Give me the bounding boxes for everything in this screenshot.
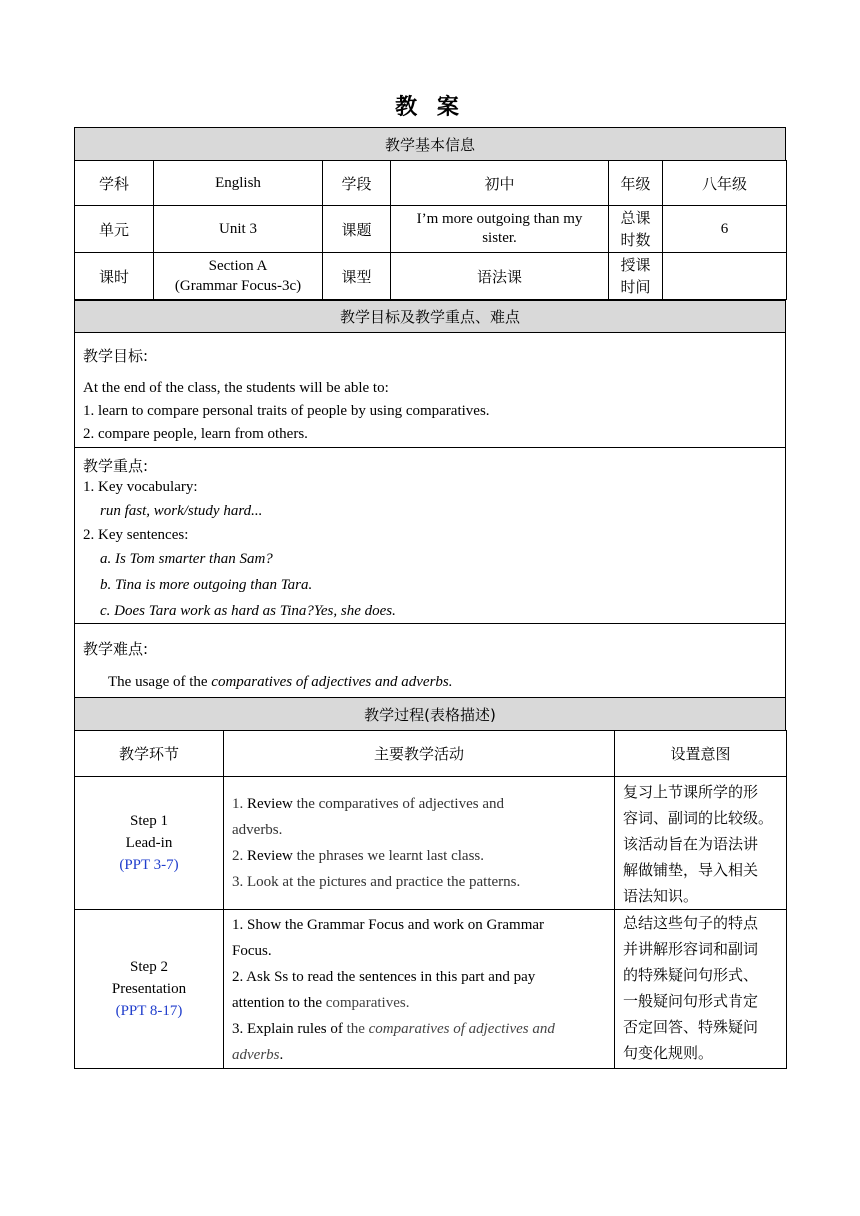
step-2-activity-1-cont: Focus. (232, 943, 272, 959)
table-row (75, 910, 787, 1069)
type-label: 课型 (323, 253, 391, 300)
difficulty-text (108, 674, 453, 691)
class-time-label (609, 253, 663, 300)
step-1-number: Step 1 (130, 813, 168, 829)
difficulty-label: 教学难点: (83, 640, 149, 658)
unit-label: 单元 (75, 206, 154, 253)
objectives-header: 教学目标及教学重点、难点 (74, 300, 786, 333)
difficulty-box (74, 623, 786, 698)
class-time-label-1: 授课 (620, 256, 651, 274)
basic-info-header: 教学基本信息 (74, 127, 786, 161)
period-label: 课时 (75, 253, 154, 300)
process-header: 教学过程(表格描述) (74, 697, 786, 731)
process-table (74, 730, 787, 1069)
step-1-activity-3: 3. Look at the pictures and practice the patterns. (232, 874, 521, 890)
stage-label: 学段 (323, 161, 391, 206)
period-value (154, 253, 323, 300)
key-points-box (74, 447, 786, 624)
step-1-intent: 复习上节课所学的形 容词、副词的比较级。 该活动旨在为语法讲 解做铺垫，导入相关 语法知识。 (615, 777, 787, 910)
class-time-value (663, 253, 787, 300)
class-time-label-2: 时间 (620, 278, 651, 296)
key-sentence-b: b. Tina is more outgoing than Tara. (100, 577, 313, 593)
key-sentence-a: a. Is Tom smarter than Sam? (100, 551, 273, 567)
step-1-activity-1-cont: adverbs. (232, 822, 283, 838)
step-1-cell (75, 777, 224, 910)
document-title: 教 案 (395, 95, 465, 120)
step-1-activities (224, 777, 615, 910)
total-hours-label-2: 时数 (620, 231, 651, 249)
subject-label: 学科 (75, 161, 154, 206)
period-line-2: (Grammar Focus-3c) (174, 278, 302, 294)
table-row (75, 777, 787, 910)
goals-label: 教学目标: (83, 347, 149, 365)
step-2-activity-1: 1. Show the Grammar Focus and work on Grammar (232, 917, 545, 933)
goal-2: 2. compare people, learn from others. (83, 426, 308, 442)
topic-label: 课题 (323, 206, 391, 253)
key-sentences-label: 2. Key sentences: (83, 527, 189, 543)
topic-value (391, 206, 609, 253)
step-1-activity-2: 2. Review the phrases we learnt last class. (232, 848, 485, 864)
topic-line-2: sister. (482, 230, 517, 246)
unit-value: Unit 3 (154, 206, 323, 253)
step-2-activity-2-cont: attention to the comparatives. (232, 995, 410, 1011)
step-2-activity-2: 2. Ask Ss to read the sentences in this part and pay (232, 969, 536, 985)
col-intent-header: 设置意图 (615, 731, 787, 777)
grade-value: 八年级 (663, 161, 787, 206)
step-1-activity-1: 1. Review the comparatives of adjectives and (232, 796, 504, 812)
col-activity-header: 主要教学活动 (224, 731, 615, 777)
col-step-header: 教学环节 (75, 731, 224, 777)
type-value: 语法课 (391, 253, 609, 300)
step-2-number: Step 2 (130, 959, 168, 975)
total-hours-label-1: 总课 (620, 209, 651, 227)
step-1-ppt: (PPT 3-7) (119, 857, 179, 873)
period-line-1: Section A (208, 258, 268, 274)
key-sentence-c: c. Does Tara work as hard as Tina?Yes, she does. (100, 603, 396, 619)
step-2-name: Presentation (111, 981, 187, 997)
goal-1: 1. learn to compare personal traits of people by using comparatives. (83, 403, 490, 419)
step-2-activities (224, 910, 615, 1069)
difficulty-prefix: The usage of the (108, 674, 212, 690)
step-2-intent: 总结这些句子的特点 并讲解形容词和副词 的特殊疑问句形式、 一般疑问句形式肯定 否定回答、特殊疑问 句变化规则。 (615, 910, 787, 1069)
key-vocab-label: 1. Key vocabulary: (83, 479, 198, 495)
step-2-activity-3-cont: adverbs. (232, 1047, 284, 1063)
basic-info-table (74, 160, 787, 300)
topic-line-1: I’m more outgoing than my (416, 211, 583, 227)
key-vocab: run fast, work/study hard... (100, 503, 263, 519)
total-hours-label (609, 206, 663, 253)
key-points-label: 教学重点: (83, 457, 149, 475)
step-2-activity-3: 3. Explain rules of the comparatives of adjectives and (232, 1021, 555, 1037)
step-1-name: Lead-in (125, 835, 173, 851)
stage-value: 初中 (391, 161, 609, 206)
total-hours-value: 6 (663, 206, 787, 253)
subject-value: English (154, 161, 323, 206)
step-2-cell (75, 910, 224, 1069)
grade-label: 年级 (609, 161, 663, 206)
goals-intro: At the end of the class, the students will be able to: (83, 380, 389, 396)
difficulty-italic: comparatives of adjectives and adverbs. (211, 674, 453, 690)
goals-box (74, 333, 786, 448)
step-2-ppt: (PPT 8-17) (115, 1003, 183, 1019)
